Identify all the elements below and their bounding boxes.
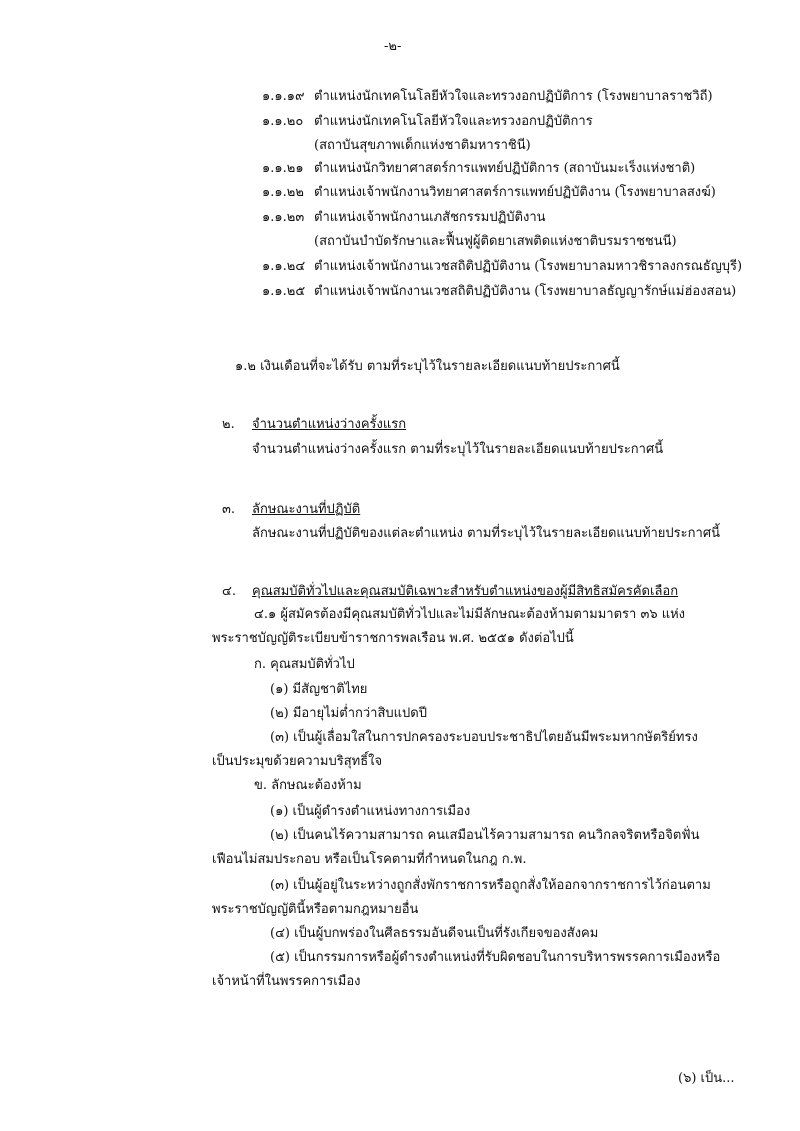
- prohibited-characteristics-heading: ข. ลักษณะต้องห้าม: [254, 778, 362, 793]
- general-qualifications-heading: ก. คุณสมบัติทั่วไป: [254, 657, 355, 672]
- general-qualification-item: (๓) เป็นผู้เลื่อมใสในการปกครองระบอบประชาธิปไตยอันมีพระมหากษัตริย์ทรง: [270, 730, 698, 745]
- prohibited-item-continuation: เฟือนไม่สมประกอบ หรือเป็นโรคตามที่กำหนดในกฎ ก.พ.: [212, 852, 527, 867]
- position-item-number: ๑.๑.๒๑: [262, 161, 304, 176]
- section-4-intro: ๔.๑ ผู้สมัครต้องมีคุณสมบัติทั่วไปและไม่มีลักษณะต้องห้ามตามมาตรา ๓๖ แห่ง: [254, 607, 686, 622]
- prohibited-item-continuation: พระราชบัญญัตินี้หรือตามกฎหมายอื่น: [212, 902, 419, 917]
- position-item-text: ตำแหน่งนักเทคโนโลยีหัวใจและทรวงอกปฏิบัติการ (โรงพยาบาลราชวิถี): [314, 89, 713, 104]
- position-item-number: ๑.๑.๒๓: [262, 210, 305, 225]
- position-item-text: ตำแหน่งเจ้าพนักงานวิทยาศาสตร์การแพทย์ปฏิบัติงาน (โรงพยาบาลสงฆ์): [314, 185, 716, 200]
- prohibited-item: (๓) เป็นผู้อยู่ในระหว่างถูกสั่งพักราชการหรือถูกสั่งให้ออกจากราชการไว้ก่อนตาม: [270, 878, 711, 893]
- general-qualification-item: (๑) มีสัญชาติไทย: [270, 682, 368, 697]
- position-item-continuation: (สถาบันบำบัดรักษาและฟื้นฟูผู้ติดยาเสพติดแห่งชาติบรมราชชนนี): [314, 234, 677, 249]
- section-2-heading: จำนวนตำแหน่งว่างครั้งแรก: [252, 417, 407, 432]
- prohibited-item: (๑) เป็นผู้ดำรงตำแหน่งทางการเมือง: [270, 804, 471, 819]
- position-item-number: ๑.๑.๒๕: [262, 284, 306, 299]
- prohibited-item-continuation: เจ้าหน้าที่ในพรรคการเมือง: [212, 974, 361, 989]
- position-item-text: ตำแหน่งนักวิทยาศาสตร์การแพทย์ปฏิบัติการ (สถาบันมะเร็งแห่งชาติ): [314, 161, 696, 176]
- position-item-continuation: (สถาบันสุขภาพเด็กแห่งชาติมหาราชินี): [314, 138, 531, 153]
- position-item-text: ตำแหน่งนักเทคโนโลยีหัวใจและทรวงอกปฏิบัติการ: [314, 114, 593, 129]
- section-3-number: ๓.: [222, 502, 236, 517]
- salary-paragraph: ๑.๒ เงินเดือนที่จะได้รับ ตามที่ระบุไว้ในรายละเอียดแนบท้ายประกาศนี้: [235, 359, 620, 374]
- general-qualification-item: (๒) มีอายุไม่ต่ำกว่าสิบแปดปี: [270, 706, 427, 721]
- section-2-body: จำนวนตำแหน่งว่างครั้งแรก ตามที่ระบุไว้ในรายละเอียดแนบท้ายประกาศนี้: [252, 442, 664, 457]
- position-item-text: ตำแหน่งเจ้าพนักงานเวชสถิติปฏิบัติงาน (โรงพยาบาลธัญญารักษ์แม่ฮ่องสอน): [314, 284, 737, 299]
- footer-continuation: (๖) เป็น...: [678, 1071, 735, 1086]
- section-4-heading: คุณสมบัติทั่วไปและคุณสมบัติเฉพาะสำหรับตำแหน่งของผู้มีสิทธิสมัครคัดเลือก: [252, 584, 679, 599]
- position-item-text: ตำแหน่งเจ้าพนักงานเภสัชกรรมปฏิบัติงาน: [314, 210, 546, 225]
- position-item-text: ตำแหน่งเจ้าพนักงานเวชสถิติปฏิบัติงาน (โรงพยาบาลมหาวชิราลงกรณธัญบุรี): [314, 259, 743, 274]
- section-3-heading: ลักษณะงานที่ปฏิบัติ: [252, 502, 361, 517]
- position-item-number: ๑.๑.๒๐: [262, 114, 304, 129]
- general-qualification-continuation: เป็นประมุขด้วยความบริสุทธิ์ใจ: [212, 754, 383, 769]
- prohibited-item: (๔) เป็นผู้บกพร่องในศีลธรรมอันดีจนเป็นที่รังเกียจของสังคม: [270, 926, 599, 941]
- position-item-number: ๑.๑.๒๔: [262, 259, 306, 274]
- position-item-number: ๑.๑.๑๙: [262, 89, 305, 104]
- page-number: -๒-: [384, 39, 402, 54]
- position-item-number: ๑.๑.๒๒: [262, 185, 304, 200]
- section-4-number: ๔.: [222, 584, 236, 599]
- prohibited-item: (๒) เป็นคนไร้ความสามารถ คนเสมือนไร้ความสามารถ คนวิกลจริตหรือจิตฟั่น: [270, 828, 700, 843]
- section-2-number: ๒.: [222, 417, 235, 432]
- section-3-body: ลักษณะงานที่ปฏิบัติของแต่ละตำแหน่ง ตามที่ระบุไว้ในรายละเอียดแนบท้ายประกาศนี้: [252, 526, 720, 541]
- prohibited-item: (๕) เป็นกรรมการหรือผู้ดำรงตำแหน่งที่รับผิดชอบในการบริหารพรรคการเมืองหรือ: [270, 950, 721, 965]
- section-4-intro-continuation: พระราชบัญญัติระเบียบข้าราชการพลเรือน พ.ศ. ๒๕๕๑ ดังต่อไปนี้: [212, 631, 574, 646]
